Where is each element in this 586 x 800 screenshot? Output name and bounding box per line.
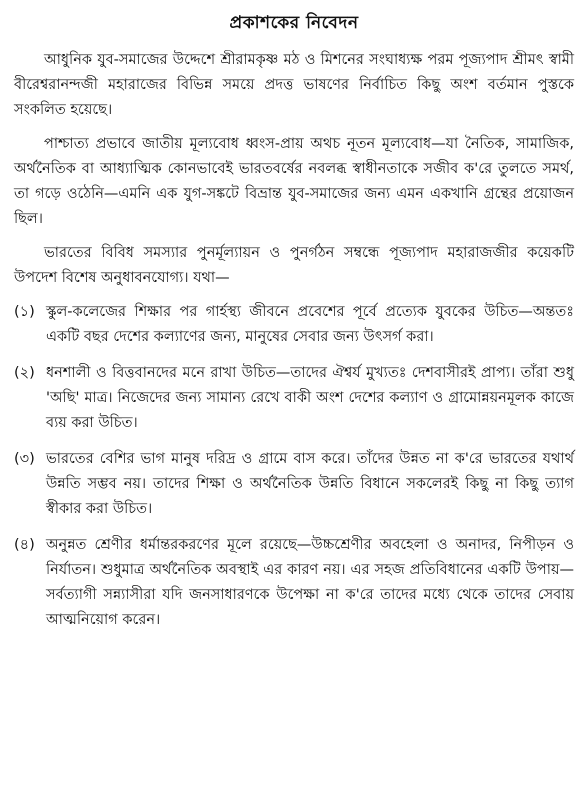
list-item-text: ধনশালী ও বিত্তবানদের মনে রাখা উচিত—তাদের ঐশ্বর্য মুখ্যতঃ দেশবাসীরই প্রাপ্য। তাঁরা শুধু 'অছি' মাত্র। নিজেদের জন্য সামান্য রেখে বাকী অংশ দেশের কল্যাণ ও গ্রামোন্নয়নমূলক কাজে ব্যয় করা উচিত। (46, 365, 574, 431)
list-item-number: (৪) (14, 537, 35, 553)
list-item-text: অনুন্নত শ্রেণীর ধর্মান্তরকরণের মূলে রয়েছে—উচ্চশ্রেণীর অবহেলা ও অনাদর, নিপীড়ন ও নির্যাতন। শুধুমাত্র অর্থনৈতিক অবস্থাই এর কারণ নয়। এর সহজ প্রতিবিধানের একটি উপায়—সর্বত্যাগী সন্ন্যাসীরা যদি জনসাধারণকে উপেক্ষা না ক'রে তাদের মধ্যে থেকে তাদের সেবায় আত্মনিয়োগ করেন। (46, 537, 574, 628)
list-item (14, 300, 574, 350)
paragraph-intro (14, 48, 574, 123)
list-item-number: (১) (14, 304, 35, 320)
list-item-number: (৩) (14, 451, 35, 467)
paragraph-lead-in (14, 241, 574, 291)
list-item (14, 447, 574, 522)
list-item (14, 533, 574, 633)
list-item-number: (২) (14, 365, 35, 381)
paragraph-context (14, 132, 574, 232)
paragraph-text: আধুনিক যুব-সমাজের উদ্দেশে শ্রীরামকৃষ্ণ মঠ ও মিশনের সংঘাধ্যক্ষ পরম পূজ্যপাদ শ্রীমৎ স্বামী বীরেশ্বরানন্দজী মহারাজের বিভিন্ন সময়ে প্রদত্ত ভাষণের নির্বাচিত কিছু অংশ বর্তমান পুস্তকে সংকলিত হয়েছে। (14, 52, 574, 118)
paragraph-text: পাশ্চাত্য প্রভাবে জাতীয় মূল্যবোধ ধ্বংস-প্রায় অথচ নূতন মূল্যবোধ—যা নৈতিক, সামাজিক, অর্থনৈতিক বা আধ্যাত্মিক কোনভাবেই ভারতবর্ষের নবলব্ধ স্বাধীনতাকে সজীব ক'রে তুলতে সমর্থ, তা গড়ে ওঠেনি—এমনি এক যুগ-সঙ্কটে বিভ্রান্ত যুব-সমাজের জন্য এমন একখানি গ্রন্থের প্রয়োজন ছিল। (14, 136, 574, 227)
paragraph-text: ভারতের বিবিধ সমস্যার পুনর্মূল্যায়ন ও পুনর্গঠন সম্বন্ধে পূজ্যপাদ মহারাজজীর কয়েকটি উপদেশ বিশেষ অনুধাবনযোগ্য। যথা— (14, 245, 574, 286)
list-item (14, 361, 574, 436)
list-item-text: ভারতের বেশির ভাগ মানুষ দরিদ্র ও গ্রামে বাস করে। তাঁদের উন্নত না ক'রে ভারতের যথার্থ উন্নতি সম্ভব নয়। তাদের শিক্ষা ও অর্থনৈতিক উন্নতি বিধানে সকলেরই কিছু না কিছু ত্যাগ স্বীকার করা উচিত। (46, 451, 574, 517)
list-item-text: স্কুল-কলেজের শিক্ষার পর গার্হস্থ্য জীবনে প্রবেশের পূর্বে প্রত্যেক যুবকের উচিত—অন্ততঃ একটি বছর দেশের কল্যাণের জন্য, মানুষের সেবার জন্য উৎসর্গ করা। (46, 304, 574, 345)
page-title: প্রকাশকের নিবেদন (229, 13, 359, 33)
